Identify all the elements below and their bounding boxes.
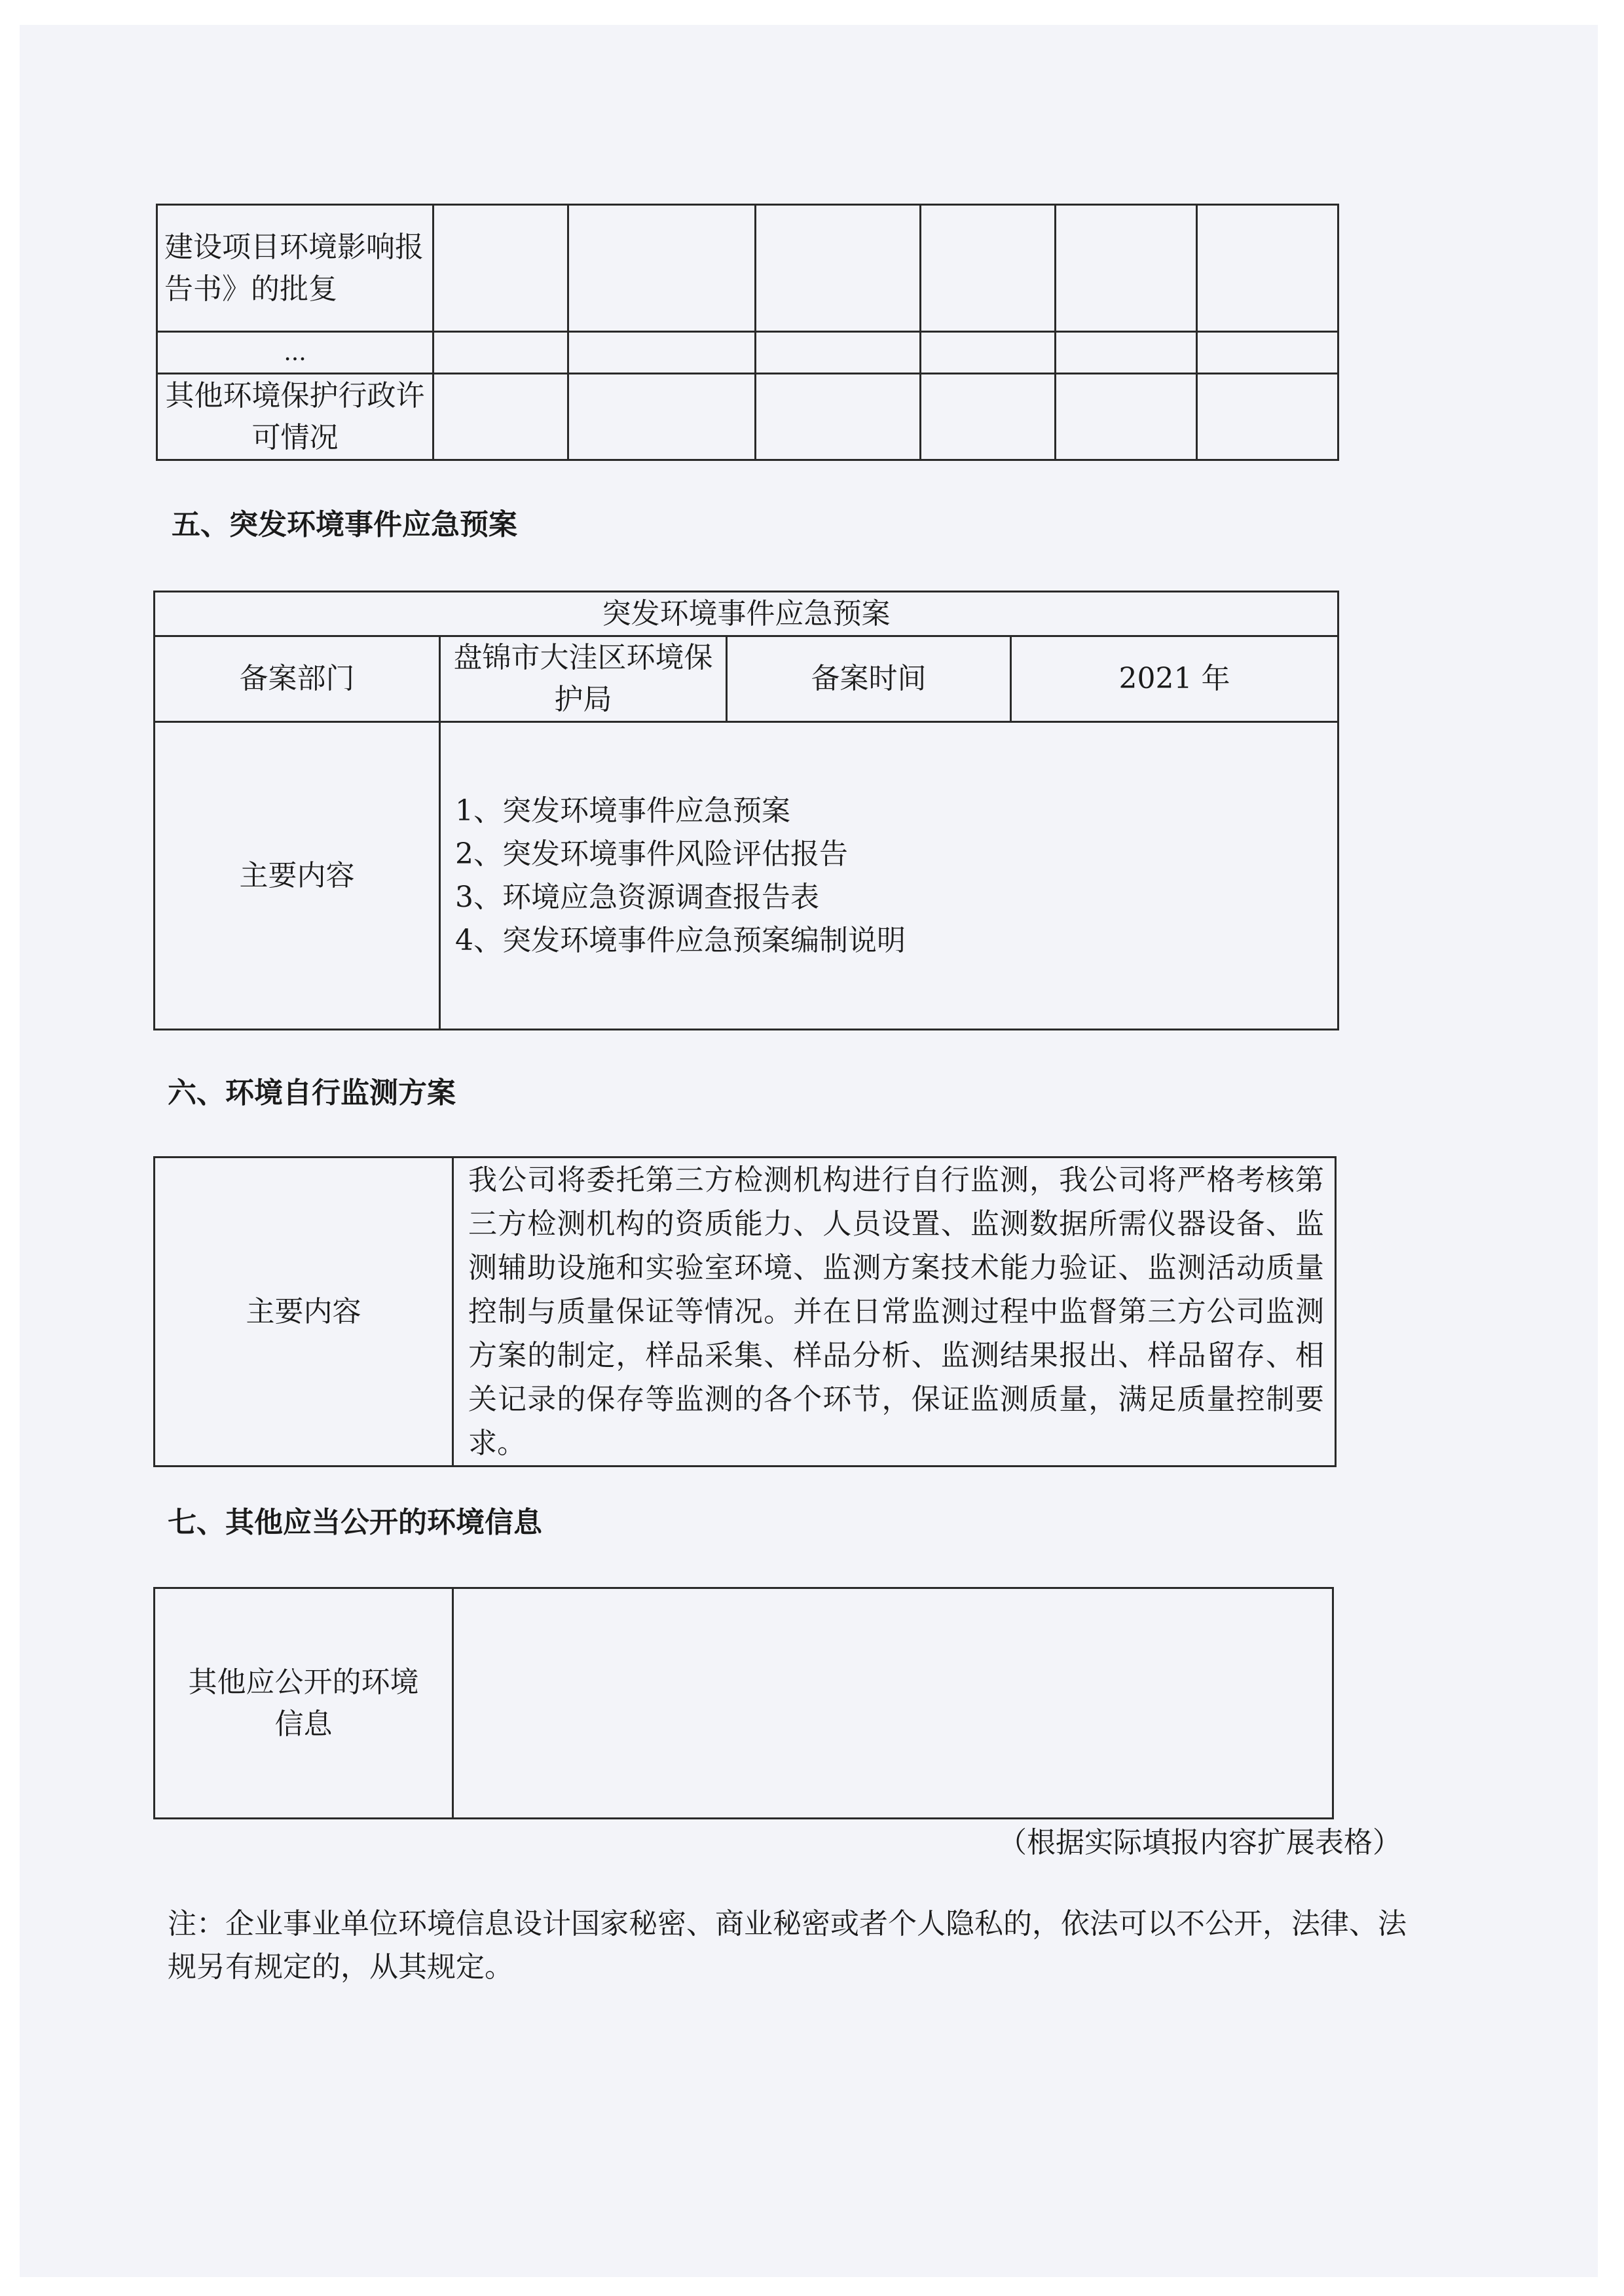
emergency-plan-title: 突发环境事件应急预案 xyxy=(155,592,1338,636)
table-row xyxy=(157,332,1338,374)
footnote: 注：企业事业单位环境信息设计国家秘密、商业秘密或者个人隐私的，依法可以不公开，法律、法规另有规定的，从其规定。 xyxy=(168,1907,1407,1984)
section5-heading: 五、突发环境事件应急预案 xyxy=(172,508,517,541)
section7-heading: 七、其他应当公开的环境信息 xyxy=(168,1506,542,1539)
list-item: 3、环境应急资源调查报告表 xyxy=(455,880,819,914)
table-row xyxy=(157,205,1338,332)
list-item: 4、突发环境事件应急预案编制说明 xyxy=(455,923,906,957)
monitoring-content-text: 我公司将委托第三方检测机构进行自行监测，我公司将严格考核第三方检测机构的资质能力、人员设置、监测数据所需仪器设备、监测辅助设施和实验室环境、监测方案技术能力验证、监测活动质量控制与质量保证等情况。并在日常监测过程中监督第三方公司监测方案的制定，样品采集、样品分析、监测结果报出、样品留存、相关记录的保存等监测的各个环节，保证监测质量，满足质量控制要求。 xyxy=(453,1157,1336,1467)
other-info-table xyxy=(153,1587,1334,1819)
plan-document-list xyxy=(440,722,1338,1030)
table-row xyxy=(157,374,1338,460)
permit-table xyxy=(156,204,1339,461)
filing-time-value: 2021 年 xyxy=(1011,636,1338,722)
main-content-label: 主要内容 xyxy=(155,722,440,1030)
list-item: 2、突发环境事件风险评估报告 xyxy=(455,837,848,871)
ellipsis-label: ... xyxy=(157,332,434,374)
filing-dept-label: 备案部门 xyxy=(155,636,440,722)
table-row xyxy=(155,636,1338,722)
table-row xyxy=(155,592,1338,636)
filing-time-label: 备案时间 xyxy=(727,636,1011,722)
other-permits-label: 其他环境保护行政许可情况 xyxy=(157,374,434,460)
table-row xyxy=(155,1157,1336,1467)
filing-dept-value: 盘锦市大洼区环境保护局 xyxy=(440,636,727,722)
monitoring-content-label: 主要内容 xyxy=(155,1157,453,1467)
other-info-label: 其他应公开的环境信息 xyxy=(155,1588,453,1819)
other-info-value xyxy=(453,1588,1333,1819)
emergency-plan-table xyxy=(153,591,1339,1030)
section6-heading: 六、环境自行监测方案 xyxy=(168,1076,456,1110)
expand-table-note: （根据实际填报内容扩展表格） xyxy=(998,1826,1401,1859)
permit-approval-label: 建设项目环境影响报告书》的批复 xyxy=(157,205,434,332)
table-row xyxy=(155,722,1338,1030)
table-row xyxy=(155,1588,1333,1819)
monitoring-plan-table xyxy=(153,1156,1337,1467)
list-item: 1、突发环境事件应急预案 xyxy=(455,793,790,828)
